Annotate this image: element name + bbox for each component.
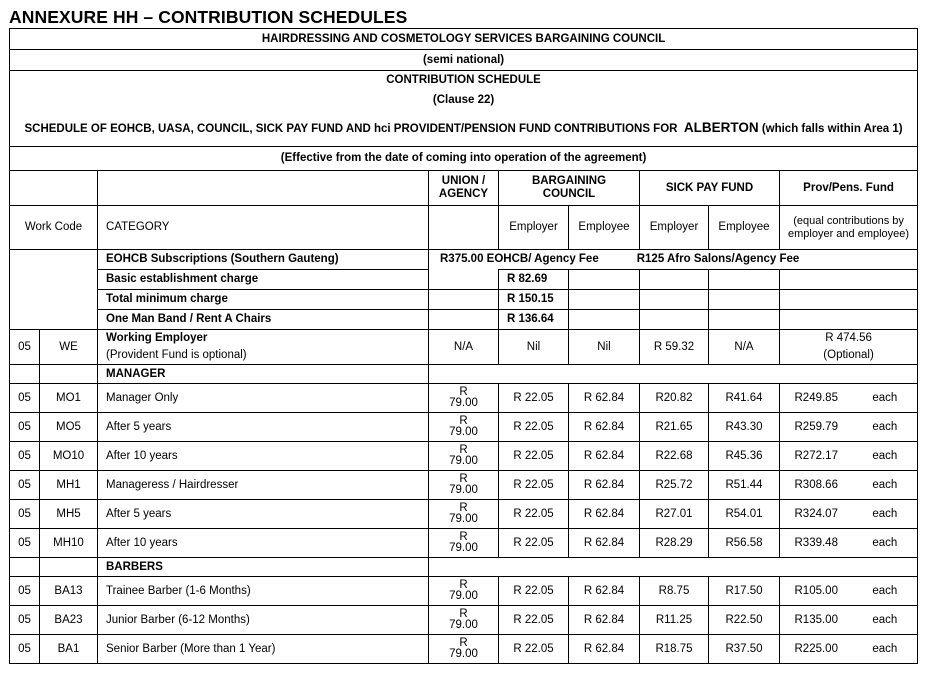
table-row xyxy=(10,635,918,664)
row-bc-employer: R 22.05 xyxy=(499,384,569,413)
schedule-title: CONTRIBUTION SCHEDULE xyxy=(10,71,918,91)
row-sp-employee: R43.30 xyxy=(709,413,780,442)
table-row xyxy=(10,413,918,442)
union-fee-amount: 79.00 xyxy=(449,484,478,496)
union-fee-amount: 79.00 xyxy=(449,426,478,438)
row-bc-employee: R 62.84 xyxy=(569,500,640,529)
row-category: After 10 years xyxy=(98,529,429,558)
row-sp-employee: R22.50 xyxy=(709,606,780,635)
table-row xyxy=(10,529,918,558)
header-sp-employee: Employee xyxy=(709,206,780,250)
we-bc-employee: Nil xyxy=(569,330,640,365)
header-union-blank xyxy=(429,206,499,250)
annexure-heading: ANNEXURE HH – CONTRIBUTION SCHEDULES xyxy=(9,7,408,27)
union-fee-currency: R xyxy=(459,473,468,485)
description-suffix: (which falls within Area 1) xyxy=(761,122,903,135)
row-work-code: MH10 xyxy=(40,529,98,558)
header-work-code: Work Code xyxy=(10,206,98,250)
row-sp-employee: R51.44 xyxy=(709,471,780,500)
we-number: 05 xyxy=(10,330,40,365)
union-fee-currency: R xyxy=(459,386,468,398)
row-work-code: BA13 xyxy=(40,577,98,606)
header-union-agency: UNION / AGENCY xyxy=(429,171,499,206)
row-union-fee xyxy=(429,384,499,413)
charge-cell xyxy=(780,270,918,290)
row-prov: R135.00 xyxy=(780,606,853,635)
row-union-fee xyxy=(429,606,499,635)
union-fee-currency: R xyxy=(459,502,468,514)
charge-cell xyxy=(640,290,709,310)
header-bc-employer: Employer xyxy=(499,206,569,250)
charge-cell xyxy=(569,290,640,310)
charge-cell xyxy=(709,290,780,310)
union-fee-currency: R xyxy=(459,415,468,427)
charge-blank-2 xyxy=(429,310,499,330)
semi-national: (semi national) xyxy=(10,50,918,71)
union-fee-currency: R xyxy=(459,444,468,456)
we-sp-employee: N/A xyxy=(709,330,780,365)
row-number: 05 xyxy=(10,606,40,635)
row-bc-employee: R 62.84 xyxy=(569,529,640,558)
row-union-fee xyxy=(429,413,499,442)
eohcb-agency-fee: R375.00 EOHCB/ Agency Fee xyxy=(440,253,599,265)
we-prov-value: R 474.56 xyxy=(825,332,872,344)
row-bc-employer: R 22.05 xyxy=(499,635,569,664)
row-number: 05 xyxy=(10,635,40,664)
row-category: Junior Barber (6-12 Months) xyxy=(98,606,429,635)
row-sp-employer: R28.29 xyxy=(640,529,709,558)
contribution-schedule-table xyxy=(9,28,918,664)
row-prov: R105.00 xyxy=(780,577,853,606)
charge-value-1: R 150.15 xyxy=(499,290,569,310)
council-title: HAIRDRESSING AND COSMETOLOGY SERVICES BARGAINING COUNCIL xyxy=(10,29,918,50)
row-category: Senior Barber (More than 1 Year) xyxy=(98,635,429,664)
row-number: 05 xyxy=(10,413,40,442)
row-sp-employer: R27.01 xyxy=(640,500,709,529)
row-bc-employee: R 62.84 xyxy=(569,384,640,413)
row-each: each xyxy=(853,500,918,529)
row-sp-employee: R17.50 xyxy=(709,577,780,606)
row-bc-employer: R 22.05 xyxy=(499,606,569,635)
header-category: CATEGORY xyxy=(98,206,429,250)
row-bc-employee: R 62.84 xyxy=(569,606,640,635)
row-prov: R225.00 xyxy=(780,635,853,664)
section-blank xyxy=(429,365,918,384)
header-blank-2 xyxy=(98,171,429,206)
row-work-code: MO1 xyxy=(40,384,98,413)
row-number: 05 xyxy=(10,384,40,413)
eohcb-label: EOHCB Subscriptions (Southern Gauteng) xyxy=(98,250,429,270)
row-category: After 5 years xyxy=(98,500,429,529)
row-each: each xyxy=(853,413,918,442)
row-bc-employer: R 22.05 xyxy=(499,500,569,529)
header-prov-note: (equal contributions by employer and employee) xyxy=(780,206,918,250)
row-number: 05 xyxy=(10,442,40,471)
row-each: each xyxy=(853,577,918,606)
charge-value-0: R 82.69 xyxy=(499,270,569,290)
row-sp-employer: R20.82 xyxy=(640,384,709,413)
row-bc-employer: R 22.05 xyxy=(499,471,569,500)
afro-salons-fee: R125 Afro Salons/Agency Fee xyxy=(636,253,800,265)
eohcb-code-blank xyxy=(10,250,98,330)
table-row xyxy=(10,606,918,635)
charge-label-1: Total minimum charge xyxy=(98,290,429,310)
header-blank-1 xyxy=(10,171,98,206)
union-fee-amount: 79.00 xyxy=(449,648,478,660)
row-union-fee xyxy=(429,500,499,529)
header-sick-pay-fund: SICK PAY FUND xyxy=(640,171,780,206)
row-prov: R308.66 xyxy=(780,471,853,500)
charge-cell xyxy=(709,270,780,290)
row-each: each xyxy=(853,635,918,664)
row-work-code: MO10 xyxy=(40,442,98,471)
union-fee-amount: 79.00 xyxy=(449,619,478,631)
row-category: Manageress / Hairdresser xyxy=(98,471,429,500)
row-each: each xyxy=(853,471,918,500)
row-sp-employer: R21.65 xyxy=(640,413,709,442)
row-sp-employee: R45.36 xyxy=(709,442,780,471)
charge-blank-0 xyxy=(429,270,499,290)
clause-ref: (Clause 22) xyxy=(10,91,918,111)
row-prov: R324.07 xyxy=(780,500,853,529)
row-bc-employee: R 62.84 xyxy=(569,577,640,606)
row-sp-employer: R11.25 xyxy=(640,606,709,635)
row-each: each xyxy=(853,384,918,413)
charge-blank-1 xyxy=(429,290,499,310)
row-work-code: MH5 xyxy=(40,500,98,529)
row-number: 05 xyxy=(10,471,40,500)
row-bc-employee: R 62.84 xyxy=(569,635,640,664)
row-sp-employer: R18.75 xyxy=(640,635,709,664)
row-prov: R249.85 xyxy=(780,384,853,413)
we-bc-employer: Nil xyxy=(499,330,569,365)
we-label: Working Employer xyxy=(106,332,208,344)
table-row xyxy=(10,384,918,413)
header-bc-employee: Employee xyxy=(569,206,640,250)
table-row xyxy=(10,577,918,606)
union-fee-amount: 79.00 xyxy=(449,513,478,525)
section-blank xyxy=(40,558,98,577)
charge-cell xyxy=(569,270,640,290)
union-fee-amount: 79.00 xyxy=(449,397,478,409)
section-blank xyxy=(10,365,40,384)
row-sp-employer: R25.72 xyxy=(640,471,709,500)
charge-cell xyxy=(640,310,709,330)
row-category: Trainee Barber (1-6 Months) xyxy=(98,577,429,606)
section-title: BARBERS xyxy=(98,558,429,577)
section-title: MANAGER xyxy=(98,365,429,384)
row-bc-employee: R 62.84 xyxy=(569,442,640,471)
row-bc-employer: R 22.05 xyxy=(499,442,569,471)
we-union: N/A xyxy=(429,330,499,365)
header-prov-pens-fund: Prov/Pens. Fund xyxy=(780,171,918,206)
charge-cell xyxy=(780,290,918,310)
table-row xyxy=(10,471,918,500)
row-number: 05 xyxy=(10,577,40,606)
table-row xyxy=(10,442,918,471)
row-work-code: MO5 xyxy=(40,413,98,442)
we-sp-employer: R 59.32 xyxy=(640,330,709,365)
row-bc-employer: R 22.05 xyxy=(499,529,569,558)
section-blank xyxy=(429,558,918,577)
row-sp-employer: R8.75 xyxy=(640,577,709,606)
row-union-fee xyxy=(429,442,499,471)
header-bargaining-council: BARGAINING COUNCIL xyxy=(499,171,640,206)
charge-cell xyxy=(780,310,918,330)
row-category: Manager Only xyxy=(98,384,429,413)
section-blank xyxy=(40,365,98,384)
row-sp-employee: R56.58 xyxy=(709,529,780,558)
row-bc-employee: R 62.84 xyxy=(569,413,640,442)
we-note: (Provident Fund is optional) xyxy=(106,349,247,361)
row-union-fee xyxy=(429,471,499,500)
row-union-fee xyxy=(429,577,499,606)
row-sp-employer: R22.68 xyxy=(640,442,709,471)
row-union-fee xyxy=(429,529,499,558)
we-code: WE xyxy=(40,330,98,365)
charge-cell xyxy=(709,310,780,330)
charge-label-2: One Man Band / Rent A Chairs xyxy=(98,310,429,330)
charge-cell xyxy=(640,270,709,290)
section-header-row xyxy=(10,365,918,384)
row-each: each xyxy=(853,442,918,471)
section-header-row xyxy=(10,558,918,577)
schedule-description xyxy=(10,111,918,147)
row-each: each xyxy=(853,529,918,558)
row-bc-employer: R 22.05 xyxy=(499,413,569,442)
row-number: 05 xyxy=(10,500,40,529)
effective-date: (Effective from the date of coming into operation of the agreement) xyxy=(10,147,918,171)
charge-label-0: Basic establishment charge xyxy=(98,270,429,290)
we-prov-note: (Optional) xyxy=(823,349,874,361)
row-number: 05 xyxy=(10,529,40,558)
table-row xyxy=(10,500,918,529)
charge-cell xyxy=(569,310,640,330)
we-category xyxy=(98,330,429,365)
row-union-fee xyxy=(429,635,499,664)
row-sp-employee: R37.50 xyxy=(709,635,780,664)
we-prov xyxy=(780,330,918,365)
union-fee-amount: 79.00 xyxy=(449,542,478,554)
charge-value-2: R 136.64 xyxy=(499,310,569,330)
section-blank xyxy=(10,558,40,577)
row-work-code: BA23 xyxy=(40,606,98,635)
header-sp-employer: Employer xyxy=(640,206,709,250)
row-bc-employer: R 22.05 xyxy=(499,577,569,606)
union-fee-currency: R xyxy=(459,608,468,620)
union-fee-currency: R xyxy=(459,637,468,649)
row-sp-employee: R54.01 xyxy=(709,500,780,529)
row-work-code: MH1 xyxy=(40,471,98,500)
row-each: each xyxy=(853,606,918,635)
union-fee-currency: R xyxy=(459,531,468,543)
row-prov: R259.79 xyxy=(780,413,853,442)
area-name: ALBERTON xyxy=(683,119,759,135)
union-fee-amount: 79.00 xyxy=(449,590,478,602)
row-prov: R272.17 xyxy=(780,442,853,471)
row-sp-employee: R41.64 xyxy=(709,384,780,413)
union-fee-amount: 79.00 xyxy=(449,455,478,467)
row-category: After 5 years xyxy=(98,413,429,442)
row-bc-employee: R 62.84 xyxy=(569,471,640,500)
row-category: After 10 years xyxy=(98,442,429,471)
row-work-code: BA1 xyxy=(40,635,98,664)
union-fee-currency: R xyxy=(459,579,468,591)
description-prefix: SCHEDULE OF EOHCB, UASA, COUNCIL, SICK PAY FUND AND hci PROVIDENT/PENSION FUND CONTRIBUTIONS FOR xyxy=(24,122,678,135)
row-prov: R339.48 xyxy=(780,529,853,558)
eohcb-fees xyxy=(429,250,918,270)
